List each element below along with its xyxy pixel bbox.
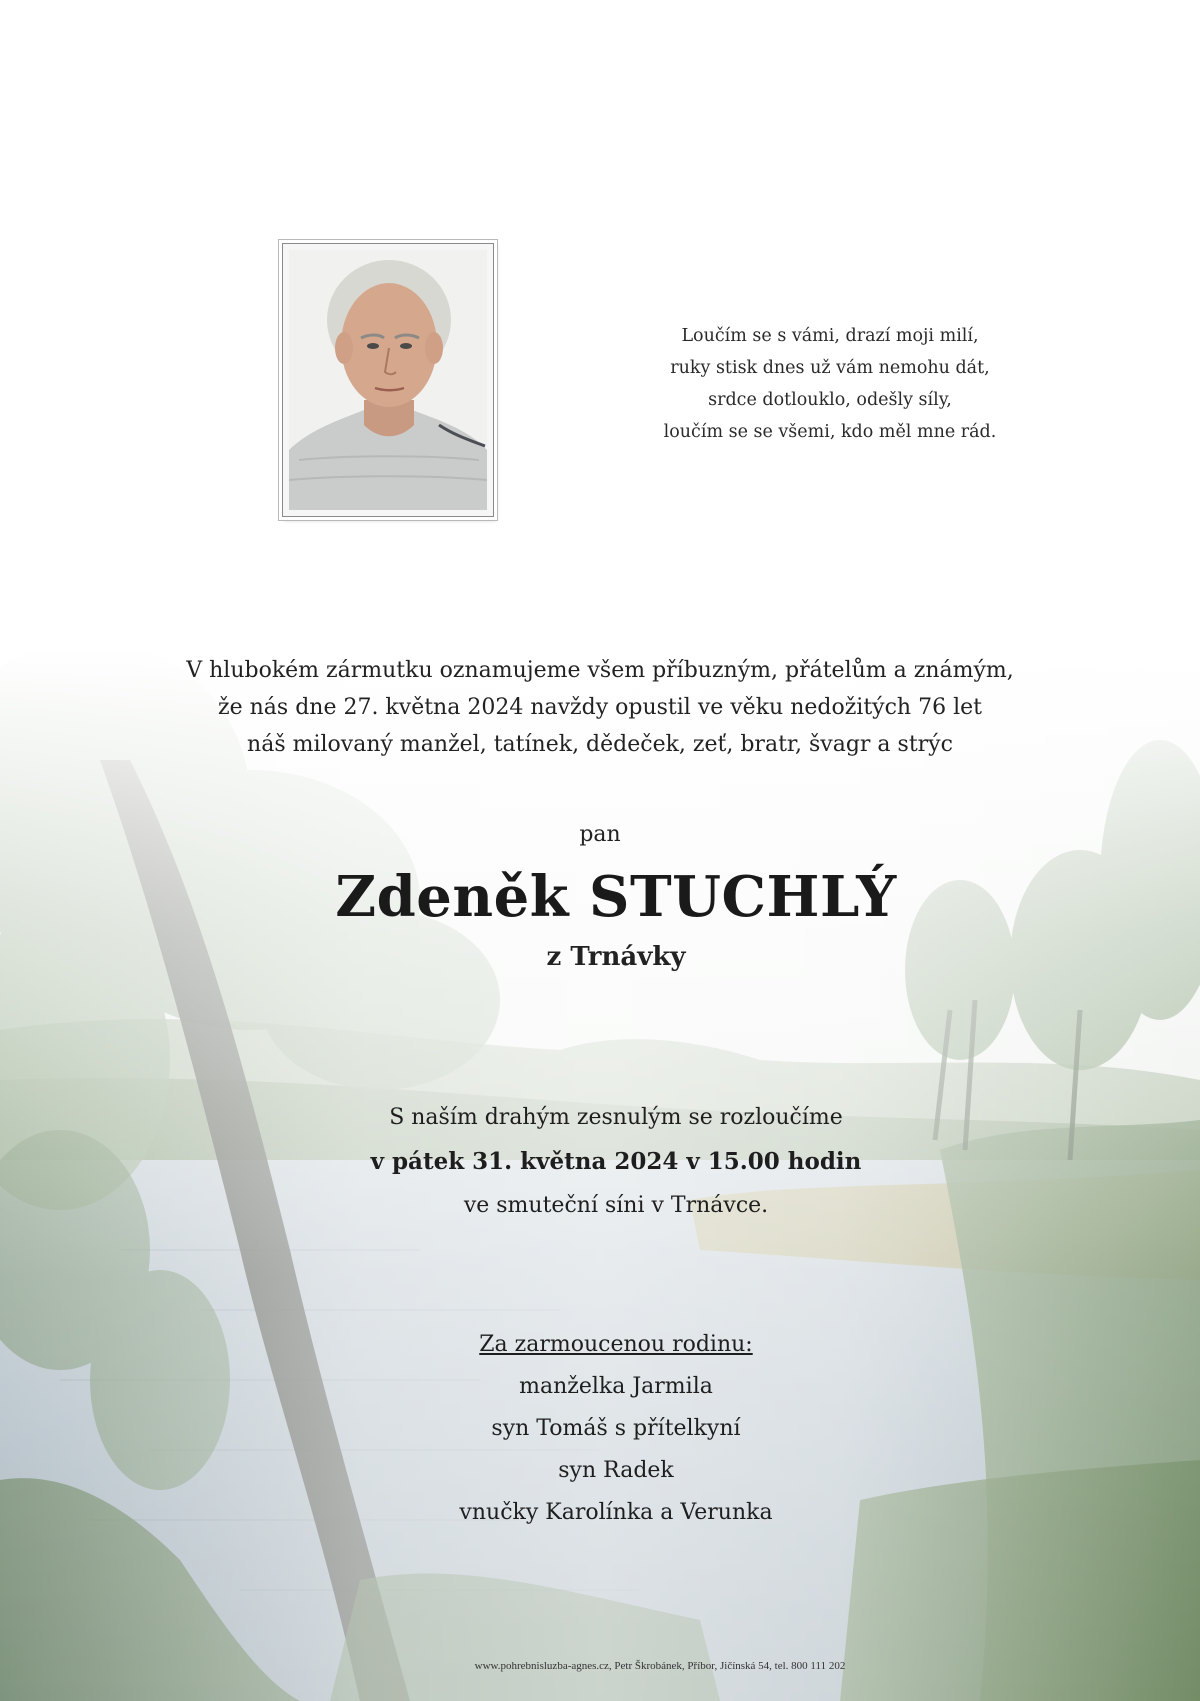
announcement-line: že nás dne 27. května 2024 navždy opustil ve věku nedožitých 76 let [218,695,982,720]
portrait-image [289,250,487,510]
poem-line: Loučím se s vámi, drazí moji milí, [681,326,979,346]
funeral-service-footer: www.pohrebnisluzba-agnes.cz, Petr Škrobánek, Příbor, Jičínská 54, tel. 800 111 202 [474,1660,846,1672]
honorific: pan [579,822,621,847]
family-heading: Za zarmoucenou rodinu: [479,1332,753,1357]
deceased-name: Zdeněk STUCHLÝ [335,864,897,930]
poem-line: loučím se se všemi, kdo měl mne rád. [663,422,997,442]
poem-line: srdce dotlouklo, odešly síly, [708,390,952,410]
family-member: vnučky Karolínka a Verunka [459,1500,773,1525]
ceremony-place: ve smuteční síni v Trnávce. [463,1193,769,1218]
deceased-origin: z Trnávky [546,942,686,972]
ceremony-info [0,1096,1200,1228]
mourning-family [0,1324,1200,1534]
death-announcement [100,652,1100,763]
announcement-line: náš milovaný manžel, tatínek, dědeček, zeť, bratr, švagr a strýc [247,732,953,757]
ceremony-date-time: v pátek 31. května 2024 v 15.00 hodin [370,1148,862,1175]
family-member: syn Tomáš s přítelkyní [491,1416,741,1441]
family-member: syn Radek [558,1458,674,1483]
portrait-photo [282,243,494,517]
family-member: manželka Jarmila [519,1374,713,1399]
announcement-line: V hlubokém zármutku oznamujeme všem příbuzným, přátelům a známým, [186,658,1014,683]
farewell-poem [640,320,1020,448]
poem-line: ruky stisk dnes už vám nemohu dát, [670,358,990,378]
ceremony-intro: S naším drahým zesnulým se rozloučíme [389,1105,843,1130]
